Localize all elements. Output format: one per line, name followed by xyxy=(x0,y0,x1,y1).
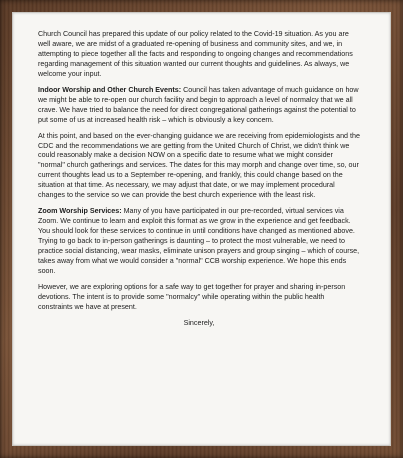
current-point-paragraph: At this point, and based on the ever-changing guidance we are receiving from epidemiologists and the CDC and the recommendations we are getting from the United Church of Christ, we didn't think we could reasonably make a decision NOW on a specific date to resume what we might consider "normal" church gatherings and services. The dates for this may morph and change over time, so, our current thoughts lead us to a September re-opening, and frankly, this could change based on the situation at that time. As necessary, we may adjust that date, or we may implement procedural changes to the service so we can provide the best church experience with the least risk. xyxy=(38,131,360,200)
indoor-worship-paragraph xyxy=(38,86,360,126)
zoom-worship-heading: Zoom Worship Services: xyxy=(38,207,122,216)
closing-salutation: Sincerely, xyxy=(183,318,215,327)
exploring-paragraph: However, we are exploring options for a safe way to get together for prayer and sharing in-person devotions. The intent is to provide some "normalcy" while operating within the public health constraints we have at present. xyxy=(38,282,346,311)
zoom-worship-text: Many of you have participated in our pre-recorded, virtual services via Zoom. We continue to learn and exploit this format as we grow in the experience and get feedback. You should look for these services to continue in until conditions have changed as mentioned above. Trying to go back to in-person gatherings is daunting – to protect the most vulnerable, we need to practice social distancing, wear masks, eliminate unison prayers and group singing – which of course, takes away from what we would consider a "normal" CCB worship experience. We hope this ends soon. xyxy=(38,207,360,275)
indoor-worship-heading: Indoor Worship and Other Church Events: xyxy=(38,85,182,94)
indoor-worship-text: Council has taken advantage of much guidance on how we might be able to re-open our church facility and begin to approach a level of normalcy that we all crave. We have tried to balance the need for direct congregational gatherings against the potential to put some of us at increased health risk – which is obviously a key concern. xyxy=(38,85,359,124)
intro-paragraph: Church Council has prepared this update of our policy related to the Covid-19 situation. As you are well aware, we are midst of a graduated re-opening of business and community sites, and we, in attempting to piece together all the facts and responding to ongoing changes and recommendations regarding management of this situation wanted our current thoughts and guidelines. As always, we welcome your input. xyxy=(38,30,353,78)
zoom-worship-paragraph xyxy=(38,207,360,277)
letter-document xyxy=(38,30,360,335)
